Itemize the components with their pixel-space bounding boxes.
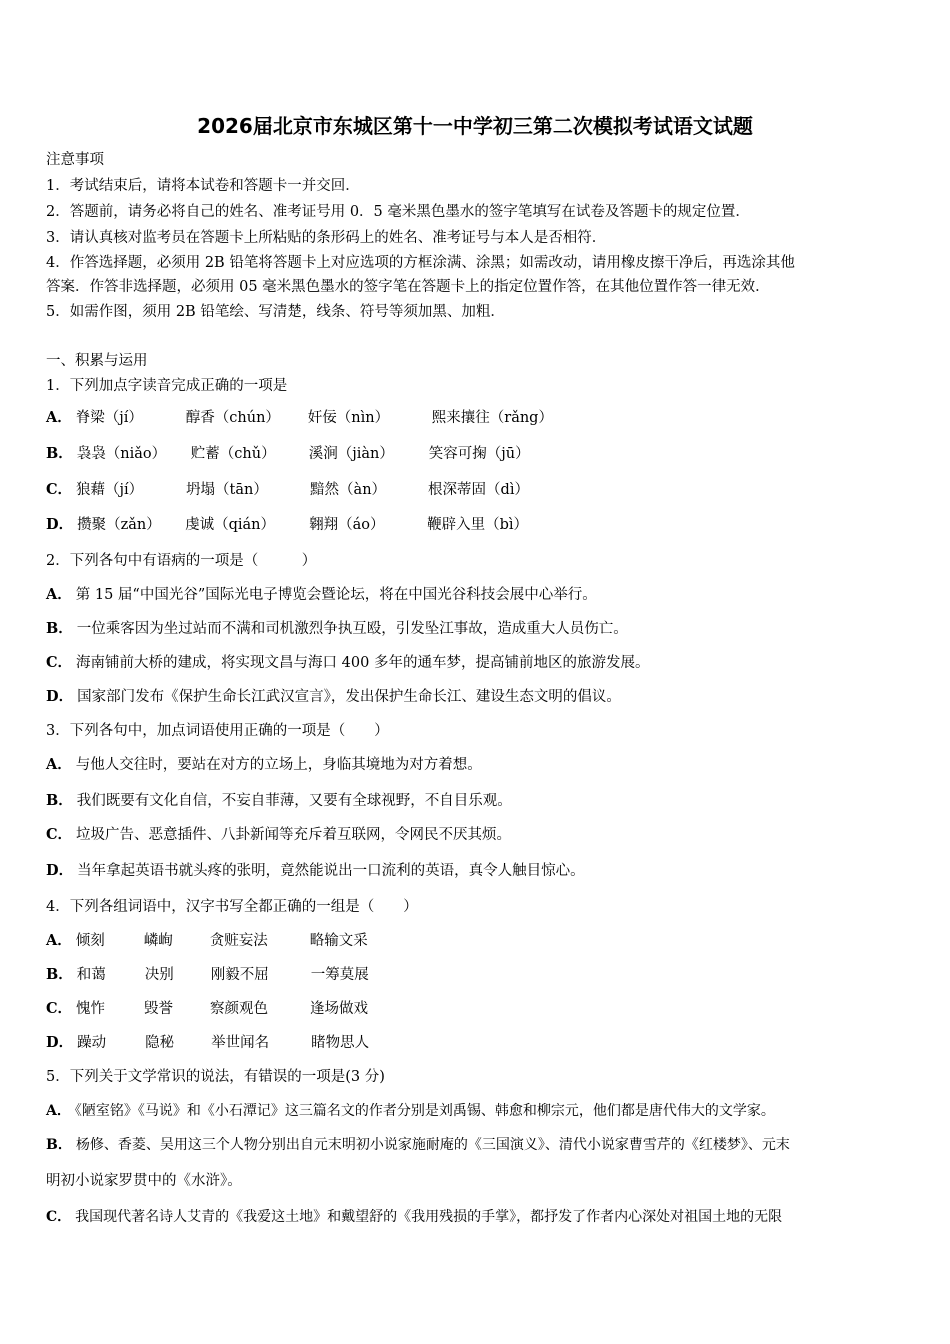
q4-option-c <box>46 999 368 1019</box>
q4-item: 决别 <box>144 967 174 983</box>
q2-option-a <box>46 585 597 605</box>
q4-item: 举世闻名 <box>211 1035 270 1051</box>
q4-option-d <box>46 1033 369 1053</box>
q1-option-a <box>46 408 553 428</box>
q2-option-d <box>46 687 621 707</box>
q1-option-b <box>46 444 530 464</box>
q4-item: 和蔼 <box>76 967 106 983</box>
q4-item: 愧怍 <box>76 1001 106 1017</box>
q4-item: 刚毅不屈 <box>210 967 269 983</box>
option-text: 海南铺前大桥的建成，将实现文昌与海口 400 多年的通车梦，提高铺前地区的旅游发展。 <box>76 655 650 671</box>
q4-item: 察颜观色 <box>210 1001 269 1017</box>
q4-item: 毁誉 <box>144 1001 174 1017</box>
question-3-stem: 3．下列各句中，加点词语使用正确的一项是（ ） <box>46 723 389 739</box>
q4-item: 躁动 <box>77 1035 107 1051</box>
option-letter: C． <box>46 1209 72 1225</box>
q1-item: 攒聚（zǎn） <box>77 517 161 533</box>
q1-item: 黯然（àn） <box>310 482 387 498</box>
q4-item: 逢场做戏 <box>310 1001 369 1017</box>
q5-option-b <box>46 1135 790 1155</box>
notice-item: 3．请认真核对监考员在答题卡上所粘贴的条形码上的姓名、准考证号与本人是否相符． <box>46 230 607 246</box>
option-letter: B． <box>46 445 73 462</box>
q4-item: 倾刻 <box>75 933 105 949</box>
option-letter: B． <box>46 966 73 983</box>
notice-heading: 注意事项 <box>46 152 104 168</box>
q5-option-b-continued: 明初小说家罗贯中的《水浒》。 <box>46 1173 242 1189</box>
q4-item: 贪赃妄法 <box>209 933 268 949</box>
option-text: 《陋室铭》《马说》和《小石潭记》这三篇名文的作者分别是刘禹锡、韩愈和柳宗元，他们都是唐代伟大的文学家。 <box>74 1103 775 1119</box>
option-letter: A． <box>46 409 72 426</box>
q3-option-c <box>46 825 511 845</box>
option-text: 一位乘客因为坐过站而不满和司机激烈争执互殴，引发坠江事故，造成重大人员伤亡。 <box>76 621 628 637</box>
option-text: 杨修、香菱、吴用这三个人物分别出自元末明初小说家施耐庵的《三国演义》、清代小说家曹雪芹的《红楼梦》、元末 <box>75 1137 790 1153</box>
q1-item: 脊梁（jí） <box>75 410 143 426</box>
q2-option-b <box>46 619 628 639</box>
notice-item: 5．如需作图，须用 2B 铅笔绘、写清楚，线条、符号等须加黑、加粗． <box>46 304 505 320</box>
q4-item: 睹物思人 <box>311 1035 370 1051</box>
option-letter: B． <box>46 1137 72 1153</box>
option-letter: D． <box>46 516 74 533</box>
option-letter: C． <box>46 1000 73 1017</box>
q4-item: 嶙峋 <box>143 933 173 949</box>
option-letter: D． <box>46 1034 74 1051</box>
q1-item: 狼藉（jí） <box>76 482 144 498</box>
q1-item: 笑容可掬（jū） <box>428 446 530 462</box>
notice-item: 4．作答选择题，必须用 2B 铅笔将答题卡上对应选项的方框涂满、涂黑；如需改动，请用橡皮擦干净后，再选涂其他 <box>46 255 795 271</box>
option-letter: A． <box>46 586 72 603</box>
notice-item: 1．考试结束后，请将本试卷和答题卡一并交回． <box>46 178 360 194</box>
option-text: 国家部门发布《保护生命长江武汉宣言》，发出保护生命长江、建设生态文明的倡议。 <box>77 689 621 705</box>
q4-option-a <box>46 931 368 951</box>
section-heading: 一、积累与运用 <box>46 353 148 369</box>
option-text: 当年拿起英语书就头疼的张明，竟然能说出一口流利的英语，真令人触目惊心。 <box>77 863 585 879</box>
q2-option-c <box>46 653 649 673</box>
option-text: 我国现代著名诗人艾青的《我爱这土地》和戴望舒的《我用残损的手掌》，都抒发了作者内心深处对祖国土地的无限 <box>75 1209 783 1225</box>
q4-option-b <box>46 965 369 985</box>
q1-option-d <box>46 515 528 535</box>
page-title: 2026届北京市东城区第十一中学初三第二次模拟考试语文试题 <box>197 114 753 138</box>
option-text: 我们既要有文化自信，不妄自菲薄，又要有全球视野，不自目乐观。 <box>76 793 512 809</box>
notice-item: 2．答题前，请务必将自己的姓名、准考证号用 0．5 毫米黑色墨水的签字笔填写在试卷及答题卡的规定位置． <box>46 204 750 220</box>
option-text: 垃圾广告、恶意插件、八卦新闻等充斥着互联网，令网民不厌其烦。 <box>76 827 512 843</box>
q3-option-b <box>46 791 512 811</box>
q5-option-c <box>46 1207 782 1227</box>
q1-item: 虔诚（qián） <box>185 517 275 533</box>
option-letter: B． <box>46 620 73 637</box>
q1-item: 溪涧（jiàn） <box>308 446 394 462</box>
question-5-stem: 5．下列关于文学常识的说法，有错误的一项是(3 分) <box>46 1069 385 1085</box>
q1-item: 根深蒂固（dì） <box>428 482 529 498</box>
q3-option-a <box>46 755 482 775</box>
q1-item: 袅袅（niǎo） <box>76 446 167 462</box>
q3-option-d <box>46 861 585 881</box>
q5-option-a <box>46 1101 775 1121</box>
option-letter: D． <box>46 862 74 879</box>
option-text: 与他人交往时，要站在对方的立场上，身临其境地为对方着想。 <box>75 757 482 773</box>
q1-item: 鞭辟入里（bì） <box>427 517 528 533</box>
q1-item: 醇香（chún） <box>185 410 280 426</box>
q1-item: 翱翔（áo） <box>309 517 385 533</box>
q1-item: 贮蓄（chǔ） <box>190 446 276 462</box>
question-2-stem: 2．下列各句中有语病的一项是（ ） <box>46 553 317 569</box>
q4-item: 隐秘 <box>145 1035 175 1051</box>
q1-item: 熙来攘往（rǎng） <box>431 410 553 426</box>
option-letter: A． <box>46 1103 71 1119</box>
notice-item: 答案．作答非选择题，必须用 05 毫米黑色墨水的签字笔在答题卡上的指定位置作答，在其他位置作答一律无效． <box>46 279 770 295</box>
q1-option-c <box>46 480 529 500</box>
option-letter: C． <box>46 481 73 498</box>
q1-item: 奸佞（nìn） <box>307 410 390 426</box>
option-letter: B． <box>46 792 73 809</box>
q1-item: 坍塌（tān） <box>186 482 268 498</box>
option-letter: D． <box>46 688 74 705</box>
option-letter: C． <box>46 826 73 843</box>
question-4-stem: 4．下列各组词语中，汉字书写全都正确的一组是（ ） <box>46 899 418 915</box>
option-text: 第 15 届“中国光谷”国际光电子博览会暨论坛，将在中国光谷科技会展中心举行。 <box>75 587 597 603</box>
option-letter: C． <box>46 654 73 671</box>
q4-item: 略输文采 <box>309 933 368 949</box>
option-letter: A． <box>46 756 72 773</box>
q4-item: 一筹莫展 <box>310 967 369 983</box>
option-letter: A． <box>46 932 72 949</box>
question-1-stem: 1．下列加点字读音完成正确的一项是 <box>46 378 288 394</box>
